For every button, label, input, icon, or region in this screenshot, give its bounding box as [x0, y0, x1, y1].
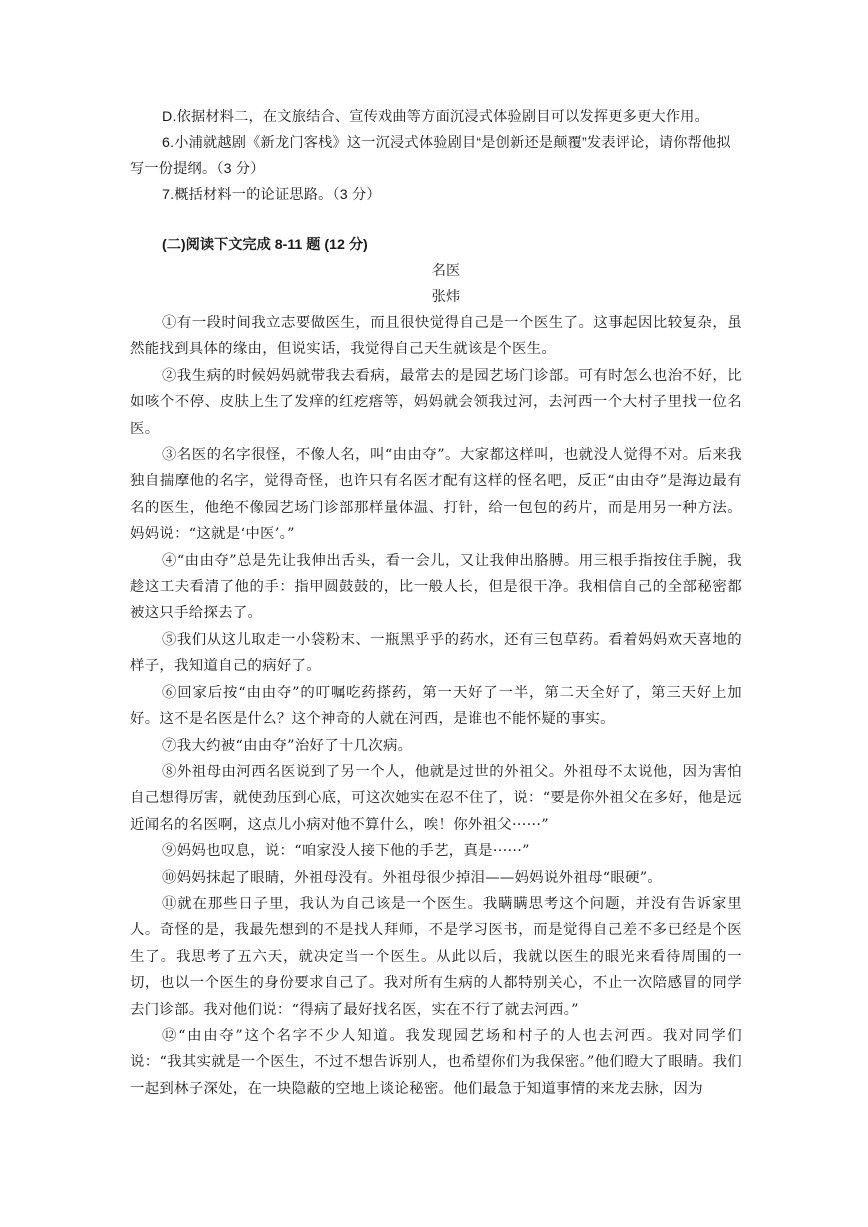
- page-content: [130, 104, 742, 1102]
- article-paragraph: ⑦我大约被“由由夺”治好了十几次病。: [162, 737, 413, 754]
- article-author: 张炜: [431, 289, 461, 305]
- article-paragraph: ①有一段时间我立志要做医生，而且很快觉得自己是一个医生了。这事起因比较复杂，虽然能找到具体的缘由，但说实话，我觉得自己天生就该是个医生。: [130, 315, 742, 358]
- section-heading: (二)阅读下文完成 8-11 题 (12 分): [162, 237, 368, 253]
- article-body: [130, 310, 742, 1102]
- article-paragraph: ④“由由夺”总是先让我伸出舌头，看一会儿，又让我伸出胳膊。用三根手指按住手腕，我趁这工夫看清了他的手：指甲圆鼓鼓的，比一般人长，但是很干净。我相信自己的全部秘密都被这只手给探去了。: [130, 552, 742, 622]
- article-paragraph: ⑤我们从这儿取走一小袋粉末、一瓶黑乎乎的药水，还有三包草药。看着妈妈欢天喜地的样子，我知道自己的病好了。: [130, 631, 742, 675]
- article-paragraph: ⑧外祖母由河西名医说到了另一个人，他就是过世的外祖父。外祖母不太说他，因为害怕自己想得厉害，就使劲压到心底，可这次她实在忍不住了，说：“要是你外祖父在多好，他是远近闻名的名医啊，这点儿小病对他不算什么，唉！你外祖父······”: [130, 763, 742, 833]
- article-paragraph: ⑥回家后按“由由夺”的叮嘱吃药搽药，第一天好了一半，第二天全好了，第三天好上加好。这不是名医是什么？这个神奇的人就在河西，是谁也不能怀疑的事实。: [130, 684, 742, 728]
- article-paragraph: ⑫“由由夺”这个名字不少人知道。我发现园艺场和村子的人也去河西。我对同学们说：“我其实就是一个医生，不过不想告诉别人，也希望你们为我保密。”他们瞪大了眼睛。我们一起到林子深处，在一块隐蔽的空地上谈论秘密。他们最急于知道事情的来龙去脉，因为: [130, 1027, 742, 1097]
- question-option-d: D.依据材料二，在文旅结合、宣传戏曲等方面沉浸式体验剧目可以发挥更多更大作用。: [162, 109, 709, 125]
- article-paragraph: ⑩妈妈抹起了眼睛，外祖母没有。外祖母很少掉泪——妈妈说外祖母“眼硬”。: [162, 869, 663, 886]
- article-title: 名医: [431, 263, 461, 279]
- question-6: 6.小浦就越剧《新龙门客栈》这一沉浸式体验剧目“是创新还是颠覆”发表评论，请你帮他拟写一份提纲。（3 分）: [130, 135, 731, 177]
- article-paragraph: ⑪就在那些日子里，我认为自己该是一个医生。我瞒瞒思考这个问题，并没有告诉家里人。奇怪的是，我最先想到的不是找人拜师，不是学习医书，而是觉得自己差不多已经是个医生了。我思考了五六天，就决定当一个医生。从此以后，我就以医生的眼光来看待周围的一切，也以一个医生的身份要求自己了。我对所有生病的人都特别关心，不止一次陪感冒的同学去门诊部。我对他们说：“得病了最好找名医，实在不行了就去河西。”: [130, 895, 742, 1018]
- question-7: 7.概括材料一的论证思路。（3 分）: [162, 187, 381, 203]
- article-paragraph: ③名医的名字很怪，不像人名，叫“由由夺”。大家都这样叫，也就没人觉得不对。后来我独自揣摩他的名字，觉得奇怪，也许只有名医才配有这样的怪名吧，反正“由由夺”是海边最有名的医生，他绝不像园艺场门诊部那样量体温、打针，给一包包的药片，而是用另一种方法。妈妈说：“这就是‘中医’。”: [130, 447, 742, 543]
- article-paragraph: ⑨妈妈也叹息，说：“咱家没人接下他的手艺，真是······”: [162, 843, 530, 860]
- article-paragraph: ②我生病的时候妈妈就带我去看病，最常去的是园艺场门诊部。可有时怎么也治不好，比如咳个不停、皮肤上生了发痒的红疙瘩等，妈妈就会领我过河，去河西一个大村子里找一位名医。: [130, 367, 742, 437]
